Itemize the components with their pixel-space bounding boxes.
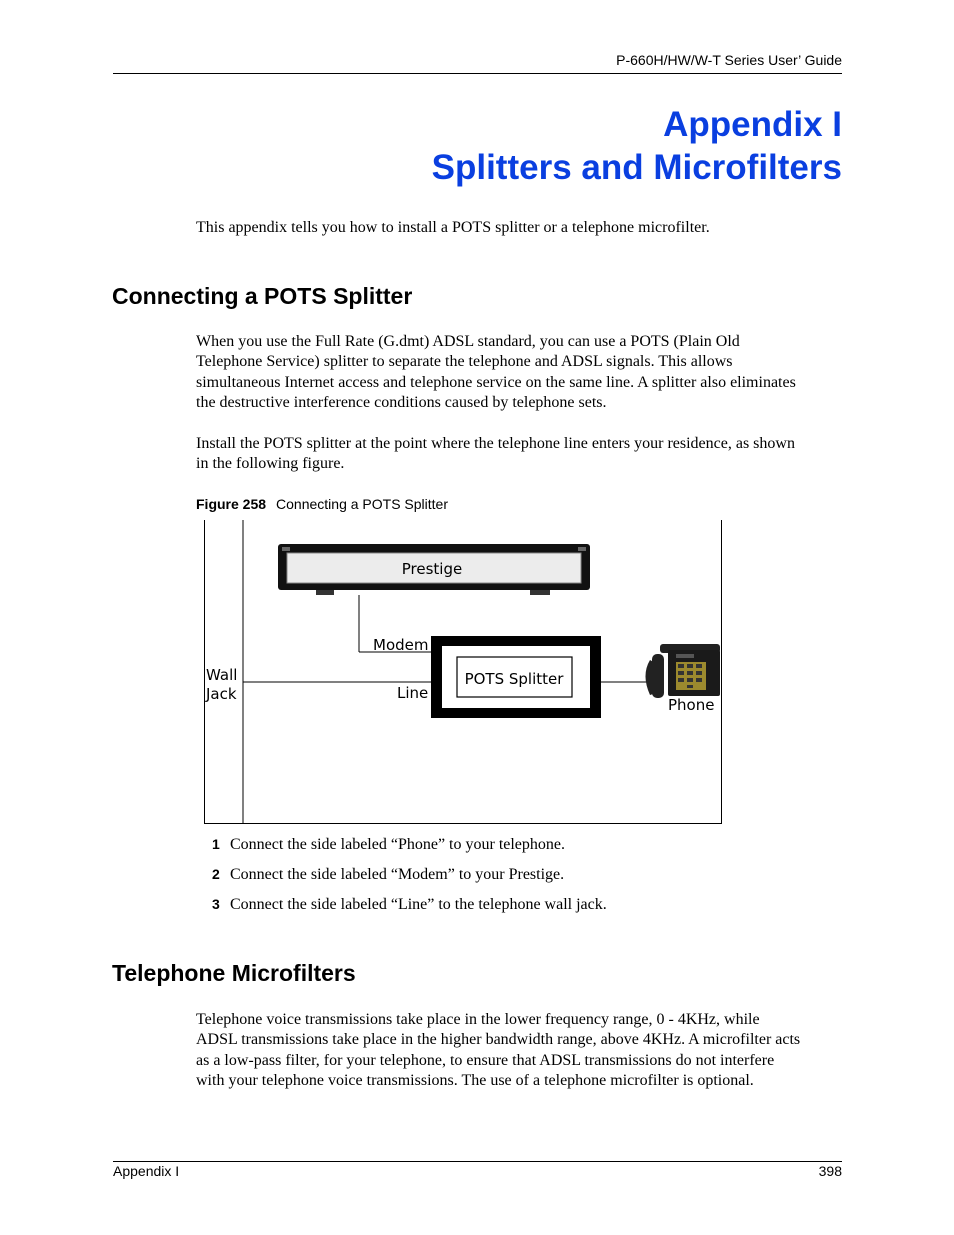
telephone-icon [646, 644, 721, 698]
step-number: 2 [212, 866, 220, 882]
paragraph-line: simultaneous Internet access and telephone service on the same line. A splitter also eliminates [196, 373, 796, 391]
jack-label: Jack [206, 685, 237, 703]
modem-label: Modem [373, 636, 429, 654]
step-text: Connect the side labeled “Modem” to your Prestige. [230, 866, 565, 883]
microfilters-paragraph [196, 1010, 846, 1091]
paragraph-line: When you use the Full Rate (G.dmt) ADSL standard, you can use a POTS (Plain Old [196, 333, 740, 350]
figure-caption [196, 496, 448, 512]
pots-splitter-paragraph-1 [196, 332, 846, 413]
paragraph-line: as a low-pass filter, for your telephone, to ensure that ADSL transmissions do not interfere [196, 1051, 775, 1069]
section-heading-pots-splitter: Connecting a POTS Splitter [112, 283, 413, 309]
step-item [212, 896, 607, 914]
step-text: Connect the side labeled “Line” to the telephone wall jack. [230, 896, 607, 913]
prestige-label: Prestige [401, 560, 463, 578]
splitter-label: POTS Splitter [464, 670, 564, 688]
section-heading-microfilters: Telephone Microfilters [112, 960, 356, 986]
pots-splitter-box [431, 636, 601, 718]
running-header: P-660H/HW/W-T Series User’ Guide [616, 52, 842, 68]
paragraph-line: Telephone Service) splitter to separate the telephone and ADSL signals. This allows [196, 353, 733, 371]
prestige-device-icon [278, 544, 590, 595]
step-number: 1 [212, 836, 220, 852]
appendix-title: Appendix I [663, 105, 842, 144]
paragraph-line: in the following figure. [196, 455, 345, 473]
paragraph-line: the destructive interference conditions caused by telephone sets. [196, 393, 607, 411]
line-label: Line [397, 684, 429, 702]
wall-label: Wall [206, 666, 238, 684]
step-item [212, 866, 564, 884]
paragraph-line: ADSL transmissions take place in the higher bandwidth range, above 4KHz. A microfilter acts [196, 1031, 801, 1049]
step-number: 3 [212, 896, 220, 912]
pots-splitter-paragraph-2 [196, 434, 846, 475]
paragraph-line: Telephone voice transmissions take place in the lower frequency range, 0 - 4KHz, while [196, 1011, 760, 1028]
appendix-subtitle: Splitters and Microfilters [431, 148, 842, 187]
intro-paragraph: This appendix tells you how to install a POTS splitter or a telephone microfilter. [196, 219, 710, 236]
footer-rule [113, 1161, 842, 1162]
page-number: 398 [818, 1163, 842, 1179]
phone-label: Phone [668, 696, 715, 714]
paragraph-line: with your telephone voice transmissions. The use of a telephone microfilter is optional. [196, 1071, 754, 1089]
header-rule [113, 73, 842, 74]
pots-splitter-diagram [204, 520, 722, 824]
paragraph-line: Install the POTS splitter at the point where the telephone line enters your residence, as shown [196, 435, 795, 452]
step-text: Connect the side labeled “Phone” to your telephone. [230, 836, 566, 853]
figure-title: Connecting a POTS Splitter [276, 496, 449, 512]
figure-number: Figure 258 [196, 496, 267, 512]
footer-section: Appendix I [113, 1163, 180, 1179]
step-item [212, 836, 565, 854]
